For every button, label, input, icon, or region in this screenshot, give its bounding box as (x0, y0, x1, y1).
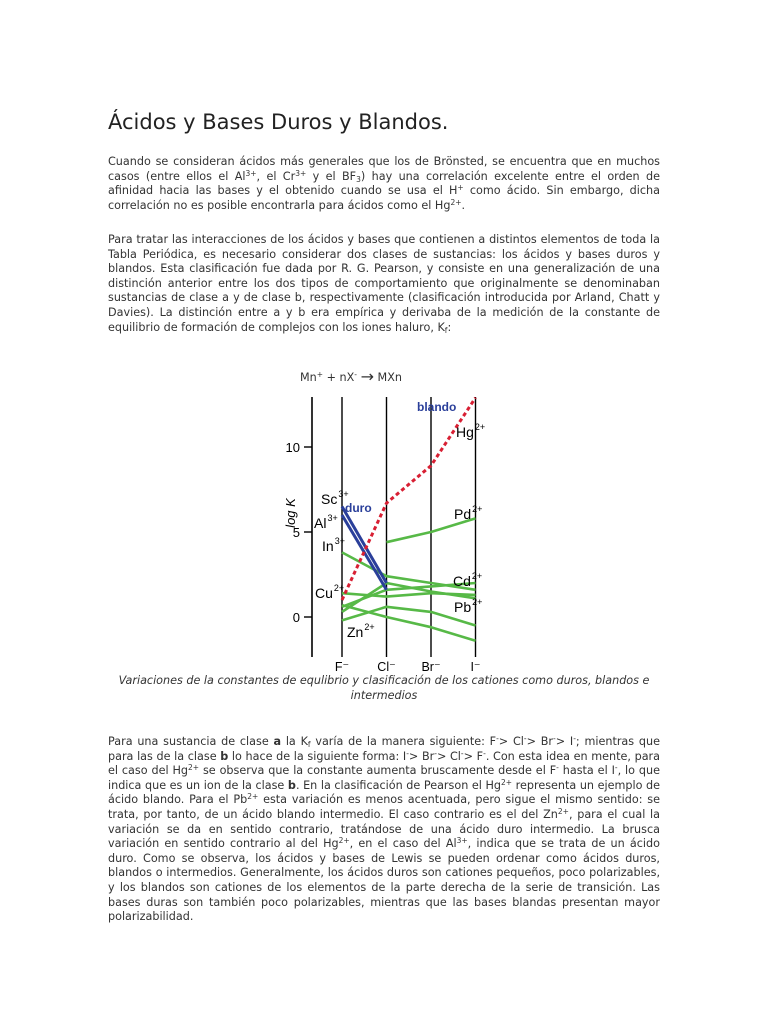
text-run: . En la clasificación de Pearson el Hg (295, 778, 501, 792)
superscript: 3+ (456, 836, 468, 846)
cation-charge-sc: 3+ (338, 489, 349, 499)
text-run: Para tratar las interacciones de los ácidos y bases que contienen a distintos elementos de toda la Tabla Periódica, es necesario considerar dos clases de sustancias: los ácidos y bases duros y blandos. Esta clasificación fue dada por R. G. Pearson, y consiste en una generalización de una distinción anterior entre los dos tipos de comportamiento que originalmente se denominaban sustancias de clase a y de clase b, respectivamente (clasificación introducida por Arland, Chatt y Davies). La distinción entre a y b era empírica y derivaba de la medición de la constante de equilibrio de formación de complejos con los iones haluro, K (108, 233, 660, 334)
x-tick-label: I⁻ (470, 660, 481, 674)
cation-label-sc: Sc (321, 491, 338, 507)
group-label-soft: blando (417, 400, 457, 414)
text-run: como ácido. Sin embargo, dicha correlación no es posible encontrarla para ácidos como el Hg (108, 184, 660, 212)
superscript: 3+ (295, 168, 307, 178)
text-run: ) hay una correlación excelente entre el orden de afinidad hacia las bases y el obtenido cuando se usa el H (108, 169, 660, 198)
superscript: - (460, 748, 464, 758)
cation-label-al: Al (314, 515, 327, 531)
text-run: . (461, 198, 466, 212)
bold-run: b (220, 749, 229, 763)
cation-label-in: In (322, 538, 334, 554)
log-k-chart (268, 395, 488, 675)
cation-charge-pb: 2+ (472, 597, 483, 607)
superscript: - (406, 748, 409, 758)
bold-run: b (287, 778, 296, 792)
text-run: > Br (408, 749, 435, 763)
text-run: se observa que la constante aumenta bruscamente desde el F (199, 764, 557, 778)
text-run: > Br (526, 735, 554, 748)
superscript: 2+ (338, 836, 350, 846)
text-run: Para una sustancia de clase (108, 735, 274, 748)
superscript: - (483, 748, 486, 758)
y-tick-label: 10 (285, 440, 300, 455)
text-run: > Cl (436, 749, 461, 763)
superscript: - (553, 734, 556, 743)
cation-label-cu: Cu (315, 585, 333, 601)
cation-charge-pd: 2+ (472, 504, 483, 514)
text-run: , indica que se trata de un ácido duro. Como se observa, los ácidos y bases de Lewis se pueden ordenar como ácidos duros, blandos o intermedios. Generalmente, los ácidos duros son cationes pequeños, poco polarizables, y los blandos son cationes de los elementos de la parte derecha de la serie de transición. Las bases duras son también poco polarizables, mientras que las bases blandas presentan mayor polarizabilidad. (108, 837, 660, 924)
cation-charge-cu: 2+ (333, 583, 345, 593)
cation-charge-in: 3+ (334, 536, 345, 546)
bold-run: a (273, 735, 282, 748)
paragraph-3 (108, 735, 660, 925)
superscript: - (614, 763, 618, 773)
text-run: , para el cual la variación se da en sentido contrario, tratándose de una ácido duro intermedio. La brusca variación en sentido contrario al del Hg (108, 807, 661, 851)
cation-charge-zn: 2+ (364, 622, 375, 632)
y-axis-label: log K (283, 498, 298, 528)
figure-caption: Variaciones de la constantes de equlibrio y clasificación de los cationes como duros, blandos e intermedios (118, 674, 650, 702)
superscript: 2+ (450, 197, 462, 207)
superscript: 2+ (247, 792, 259, 802)
reaction-arrow-icon: → (360, 367, 374, 386)
superscript: - (354, 370, 358, 379)
superscript: + (316, 370, 324, 379)
text-run: varía de la manera siguiente: F (310, 735, 497, 748)
text-run: > Cl (498, 735, 524, 748)
superscript: + (457, 183, 464, 193)
superscript: - (556, 763, 559, 773)
paragraph-1 (108, 155, 660, 213)
text-run: > I (555, 735, 574, 748)
superscript: 2+ (557, 806, 569, 816)
superscript: - (434, 748, 437, 758)
superscript: 2+ (500, 777, 513, 787)
paragraph-2 (108, 233, 660, 335)
subscript: f (307, 740, 311, 749)
equation-left: Mn (300, 371, 317, 384)
text-run: y el BF (306, 169, 357, 183)
superscript: - (496, 734, 499, 743)
text-run: , en el caso del Al (349, 837, 457, 851)
text-run: la K (281, 735, 308, 748)
cation-label-pb: Pb (454, 599, 472, 615)
text-run: . Con esta idea en mente, para el caso del Hg (108, 749, 661, 778)
reaction-equation (300, 366, 450, 385)
subscript: f (444, 325, 448, 335)
superscript: 2+ (188, 763, 200, 773)
text-run: representa un ejemplo de ácido blando. Para el Pb (108, 778, 661, 807)
group-label-hard: duro (345, 501, 372, 515)
equation-right: MXn (373, 371, 402, 384)
text-run: , el Cr (256, 169, 296, 183)
text-run: esta variación es menos acentuada, pero sigue el mismo sentido: se trata, por tanto, de un ácido blando intermedio. El caso contrario es el del Zn (108, 793, 661, 821)
cation-charge-al: 3+ (327, 513, 338, 523)
cation-label-cd: Cd (453, 573, 471, 589)
superscript: - (523, 734, 527, 743)
equation-middle: + nX (323, 371, 355, 384)
cation-charge-cd: 2+ (471, 571, 483, 581)
superscript: - (573, 734, 576, 743)
text-run: hasta el I (558, 764, 615, 778)
cation-label-zn: Zn (347, 624, 364, 640)
text-run: Cuando se consideran ácidos más generales que los de Brönsted, se encuentra que en muchos casos (entre ellos el Al (108, 155, 660, 183)
subscript: 3 (356, 174, 361, 184)
cation-label-hg: Hg (456, 424, 474, 440)
x-tick-label: F⁻ (334, 660, 350, 674)
text-run: : (447, 320, 452, 334)
cation-label-pd: Pd (454, 506, 472, 522)
superscript: 3+ (245, 168, 257, 178)
text-run: , lo que indica que es un ion de la clase (108, 764, 660, 792)
page-title: Ácidos y Bases Duros y Blandos. (108, 110, 449, 134)
cation-charge-hg: 2+ (474, 422, 486, 432)
text-run: lo hace de la siguiente forma: I (228, 749, 407, 763)
y-tick-label: 0 (292, 610, 300, 625)
y-tick-label: 5 (292, 525, 300, 540)
series-line-sc3 (342, 507, 387, 584)
x-tick-label: Cl⁻ (377, 660, 396, 674)
x-tick-label: Br⁻ (421, 660, 441, 674)
text-run: > F (463, 749, 484, 763)
text-run: ; mientras que para las de la clase (108, 735, 660, 763)
